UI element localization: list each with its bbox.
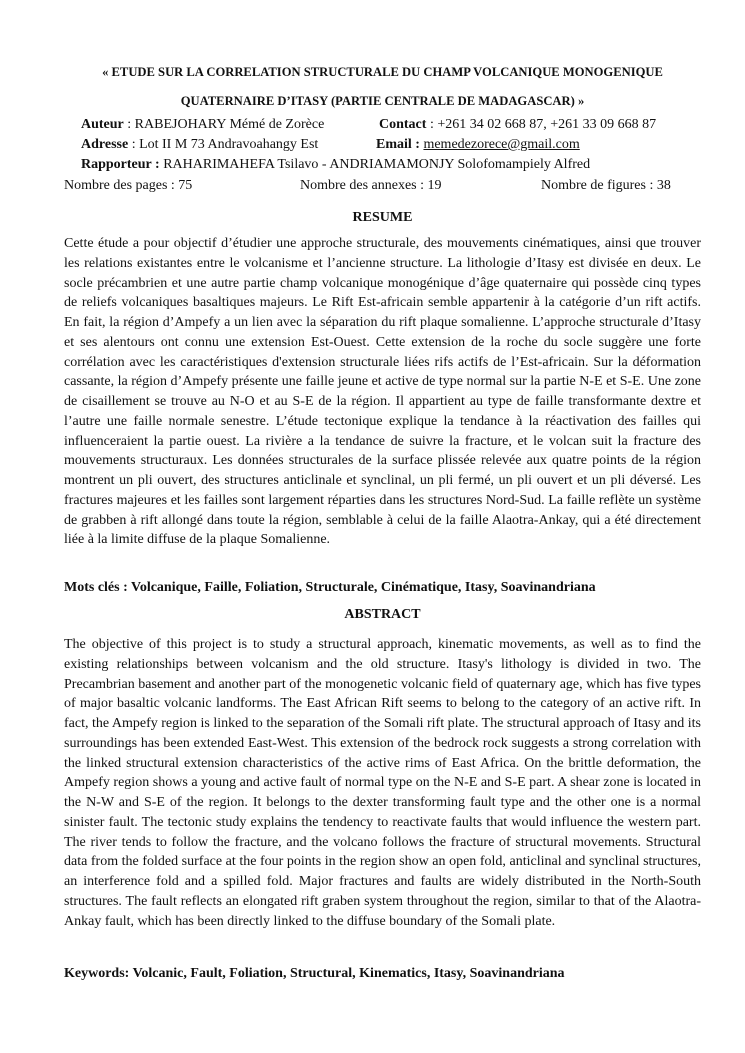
title-line-1: « ETUDE SUR LA CORRELATION STRUCTURALE DU CHAMP VOLCANIQUE MONOGENIQUE — [102, 65, 663, 79]
document-title — [60, 58, 705, 116]
annex-count: Nombre des annexes : 19 — [300, 178, 442, 193]
title-line-2: QUATERNAIRE D’ITASY (PARTIE CENTRALE DE MADAGASCAR) » — [180, 94, 585, 108]
author-value: : RABEJOHARY Mémé de Zorèce — [123, 117, 325, 132]
address-label: Adresse — [81, 137, 129, 152]
email-line — [376, 135, 580, 155]
resume-keywords: Mots clés : Volcanique, Faille, Foliation, Structurale, Cinématique, Itasy, Soavinandriana — [64, 580, 596, 595]
reporter-line — [81, 155, 590, 175]
reporter-value: RAHARIMAHEFA Tsilavo - ANDRIAMAMONJY Solofomampiely Alfred — [163, 157, 591, 172]
resume-heading: RESUME — [352, 210, 413, 225]
abstract-paragraph: The objective of this project is to study a structural approach, kinematic movements, as well as to find the existing relationships between volcanism and the old structure. Itasy's lithology is divided in two. The Precambrian basement and another part of the monogenetic volcanic field of quaternary age, which has five types of major basaltic volcanic landforms. The East African Rift seems to belong to the category of an active rift. In fact, the Ampefy region is linked to the separation of the Somali rift plate. The structural approach of Itasy and its surroundings has been extended East-West. This extension of the bedrock rock suggests a strong correlation with the linked structural extension characteristics of the active rims of East Africa. On the brittle deformation, the Ampefy region shows a young and active fault of normal type on the N-E and S-E part. A shear zone is located in the N-W and S-E of the region. It belongs to the dexter transforming fault type and the other one is a normal sinister fault. The tectonic study explains the tendency to reactivate faults that would influence the western part. The river tends to follow the fracture, and the volcano follows the fracture of structural movements. Structural data from the folded surface at the four points in the region show an open fold, anticlinal and synclinal structures, an interference fold and a spilled fold. Major fractures and faults are widely distributed in the North-South structures. The fault reflects an elongated rift graben system throughout the region, similar to that of the Alaotra-Ankay fault, which has been directly linked to the diffuse boundary of the Somali plate. — [64, 637, 701, 929]
contact-label: Contact — [379, 117, 427, 132]
contact-value: : +261 34 02 668 87, +261 33 09 668 87 — [426, 117, 657, 132]
email-label: Email : — [376, 137, 424, 152]
figure-count: Nombre de figures : 38 — [541, 178, 671, 193]
contact-line — [379, 115, 656, 135]
author-line — [81, 115, 324, 135]
resume-paragraph: Cette étude a pour objectif d’étudier une approche structurale, des mouvements cinématiques, ainsi que trouver les relations existantes entre le volcanisme et l’ancienne structure. La lithologie d’Itasy est divisée en deux. Le socle précambrien et une autre partie champ volcanique monogénique d’âge quaternaire qui possède cinq types de reliefs volcaniques basaltiques majeurs. Le Rift Est-africain semble appartenir à la catégorie d’un rift actifs. En fait, la région d’Ampefy a un lien avec la séparation du rift plaque somalienne. L’approche structurale d’Itasy et ses alentours ont connu une extension Est-Ouest. Cette extension de la roche du socle suggère une forte corrélation avec les caractéristiques d'extension structurale liées rifs actifs de l’Est-africain. Sur la déformation cassante, la région d’Ampefy présente une faille jeune et active de type normal sur la partie N-E et S-E. Une zone de cisaillement se trouve au N-O et au S-E de la région. Il appartient au type de faille transformante dextre et l’autre une faille normale senestre. L’étude tectonique explique la tendance à la réactivation des failles qui influenceraient la partie ouest. La rivière a la tendance de suivre la fracture, et le volcan suit la fracture des mouvements structuraux. Les données structurales de la surface plissée relevée aux quatre points de la région montrent un pli ouvert, des structures anticlinale et synclinal, un pli fermé, un pli ouvert et un pli déversé. Les fractures majeures et les failles sont largement réparties dans les structures Nord-Sud. La faille reflète un système de grabben à rift allongé dans toute la région, semblable à celui de la faille Alaotra-Ankay, qui a été directement liée à la limite diffuse de la plaque Somalienne. — [64, 236, 701, 548]
email-link[interactable]: memedezorece@gmail.com — [423, 137, 580, 152]
address-value: : Lot II M 73 Andravoahangy Est — [128, 137, 319, 152]
abstract-keywords: Keywords: Volcanic, Fault, Foliation, Structural, Kinematics, Itasy, Soavinandriana — [64, 966, 565, 981]
abstract-heading: ABSTRACT — [344, 607, 421, 622]
address-line — [81, 135, 318, 155]
author-label: Auteur — [81, 117, 124, 132]
page-count: Nombre des pages : 75 — [64, 178, 193, 193]
reporter-label: Rapporteur : — [81, 157, 164, 172]
